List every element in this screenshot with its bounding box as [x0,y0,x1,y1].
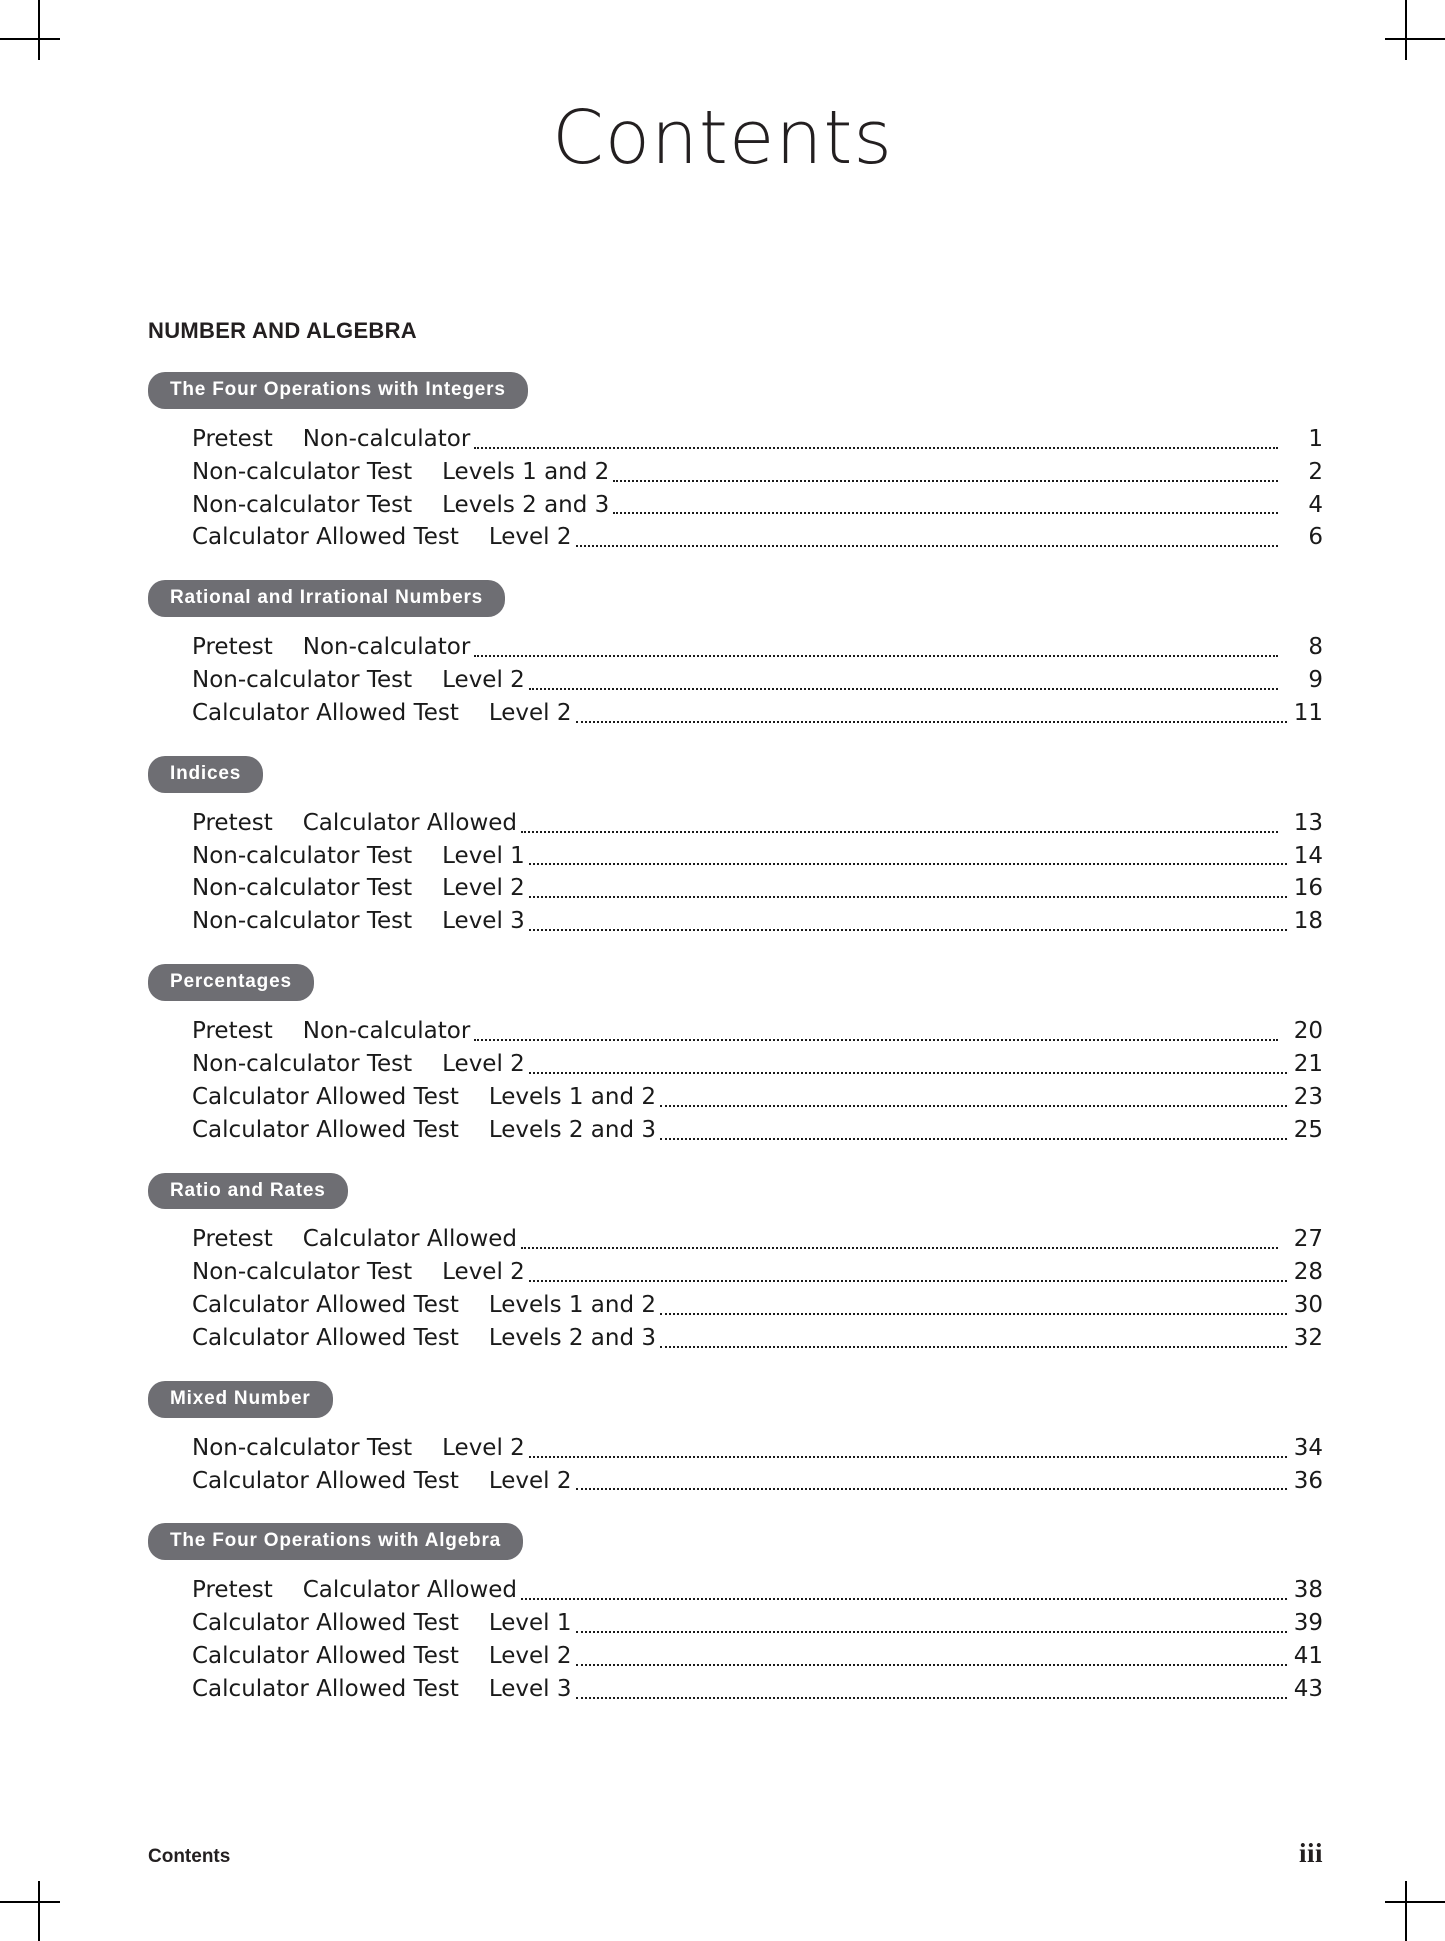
toc-entry[interactable] [192,807,1323,840]
entry-page-number: 30 [1293,1292,1323,1319]
strand-heading: NUMBER AND ALGEBRA [148,318,417,343]
crop-mark-icon [1385,38,1445,40]
entry-test-type: Calculator Allowed Test [192,1116,459,1143]
toc-entry[interactable] [192,456,1323,489]
topic-group [148,756,1323,938]
entry-list [148,1574,1323,1706]
entry-test-type: Calculator Allowed Test [192,524,459,551]
entry-level: Levels 1 and 2 [442,458,610,485]
dot-leader [529,688,1278,690]
entry-level: Level 2 [442,1434,525,1461]
dot-leader [529,1456,1287,1458]
entry-test-type: Non-calculator Test [192,491,413,518]
entry-level: Non-calculator [302,425,471,452]
entry-level: Calculator Allowed [302,1226,518,1253]
topic-group [148,1381,1323,1498]
crop-mark-icon [1405,1881,1407,1941]
entry-level: Level 2 [488,1467,572,1494]
dot-leader [613,480,1278,482]
entry-page-number: 1 [1308,425,1323,452]
entry-page-number: 16 [1293,875,1323,902]
toc-entry[interactable] [192,1465,1323,1498]
dot-leader [660,1105,1287,1107]
entry-page-number: 23 [1293,1083,1323,1110]
entry-level: Level 2 [442,1050,525,1077]
footer-page-number: iii [1298,1838,1323,1868]
dot-leader [576,1664,1287,1666]
toc-entry[interactable] [192,1223,1323,1256]
dot-leader [474,447,1278,449]
topic-group [148,580,1323,729]
entry-test-type: Non-calculator Test [192,875,413,902]
entry-test-type: Pretest [192,1226,273,1253]
entry-test-type: Pretest [192,634,273,661]
entry-test-type: Calculator Allowed Test [192,1292,459,1319]
dot-leader [576,545,1278,547]
entry-page-number: 39 [1293,1610,1323,1637]
entry-test-type: Pretest [192,425,273,452]
topic-pill[interactable]: The Four Operations with Integers [148,372,528,409]
entry-level: Level 1 [442,842,525,869]
topic-pill[interactable]: Percentages [148,964,314,1001]
entry-test-type: Calculator Allowed Test [192,1675,459,1702]
toc-entry[interactable] [192,1607,1323,1640]
dot-leader [660,1346,1287,1348]
entry-page-number: 34 [1293,1434,1323,1461]
entry-page-number: 2 [1308,458,1323,485]
toc-entry[interactable] [192,1574,1323,1607]
dot-leader [613,512,1278,514]
toc-entry[interactable] [192,1673,1323,1706]
topic-pill[interactable]: Mixed Number [148,1381,333,1418]
entry-page-number: 11 [1293,699,1323,726]
topic-group [148,372,1323,554]
topic-pill[interactable]: Ratio and Rates [148,1173,348,1210]
contents-body [148,318,1323,1732]
page-title: Contents [552,95,893,181]
topic-group [148,1173,1323,1355]
entry-list [148,1015,1323,1147]
entry-test-type: Calculator Allowed Test [192,1083,459,1110]
dot-leader [529,896,1287,898]
entry-level: Levels 1 and 2 [488,1292,657,1319]
entry-test-type: Pretest [192,1577,273,1604]
toc-entry[interactable] [192,1015,1323,1048]
dot-leader [474,1039,1278,1041]
crop-mark-icon [1385,1901,1445,1903]
toc-entry[interactable] [192,840,1323,873]
page-footer [148,1838,1323,1869]
entry-test-type: Calculator Allowed Test [192,1610,459,1637]
entry-test-type: Pretest [192,1018,273,1044]
dot-leader [660,1138,1287,1140]
entry-test-type: Non-calculator Test [192,1050,413,1077]
dot-leader [529,1280,1287,1282]
toc-entry[interactable] [192,1048,1323,1081]
entry-page-number: 41 [1293,1643,1323,1670]
topic-pill[interactable]: The Four Operations with Algebra [148,1523,523,1560]
entry-list [148,1223,1323,1355]
toc-entry[interactable] [192,1256,1323,1289]
entry-level: Level 2 [442,1259,525,1286]
entry-page-number: 6 [1308,524,1323,551]
topic-group [148,1523,1323,1705]
entry-list [148,807,1323,939]
toc-entry[interactable] [192,1322,1323,1355]
toc-entry[interactable] [192,872,1323,905]
toc-entry[interactable] [192,1640,1323,1673]
topic-pill[interactable]: Rational and Irrational Numbers [148,580,505,617]
dot-leader [576,1697,1287,1699]
entry-page-number: 18 [1293,908,1323,935]
entry-page-number: 28 [1293,1259,1323,1286]
toc-entry[interactable] [192,1081,1323,1114]
entry-page-number: 9 [1308,667,1323,694]
topic-group [148,964,1323,1146]
dot-leader [521,1247,1278,1249]
dot-leader [529,1072,1287,1074]
entry-test-type: Calculator Allowed Test [192,1643,459,1670]
toc-entry[interactable] [192,423,1323,456]
crop-mark-icon [0,38,60,40]
entry-level: Level 2 [488,1643,572,1670]
entry-level: Level 2 [488,699,572,726]
crop-mark-icon [38,0,40,60]
entry-level: Level 1 [488,1610,572,1637]
entry-test-type: Calculator Allowed Test [192,1467,459,1494]
footer-label: Contents [148,1846,231,1867]
dot-leader [474,655,1278,657]
entry-level: Level 2 [442,875,525,902]
entry-list [148,423,1323,555]
toc-entry[interactable] [192,1432,1323,1465]
entry-level: Level 3 [488,1675,572,1702]
toc-entry[interactable] [192,1289,1323,1322]
entry-page-number: 27 [1293,1226,1323,1253]
entry-level: Non-calculator [302,1018,471,1044]
toc-entry[interactable] [192,521,1323,554]
dot-leader [521,831,1278,833]
entry-list [148,1432,1323,1498]
dot-leader [576,721,1287,723]
entry-page-number: 36 [1293,1467,1323,1494]
dot-leader [660,1313,1287,1315]
entry-level: Level 3 [442,908,525,935]
entry-test-type: Non-calculator Test [192,908,413,935]
crop-mark-icon [0,1901,60,1903]
toc-entry[interactable] [192,1114,1323,1147]
entry-level: Level 2 [442,667,525,694]
entry-level: Level 2 [488,524,572,551]
toc-entry[interactable] [192,631,1323,664]
entry-page-number: 32 [1293,1324,1323,1351]
entry-test-type: Pretest [192,809,273,836]
dot-leader [576,1631,1287,1633]
entry-page-number: 25 [1293,1116,1323,1143]
entry-level: Levels 2 and 3 [442,491,610,518]
toc-entry[interactable] [192,905,1323,938]
entry-test-type: Calculator Allowed Test [192,699,459,726]
entry-list [148,631,1323,730]
entry-level: Calculator Allowed [302,1577,518,1604]
entry-test-type: Non-calculator Test [192,1434,413,1461]
toc-entry[interactable] [192,664,1323,697]
entry-page-number: 43 [1293,1675,1323,1702]
toc-entry[interactable] [192,697,1323,730]
entry-page-number: 4 [1308,491,1323,518]
entry-test-type: Calculator Allowed Test [192,1324,459,1351]
dot-leader [529,863,1287,865]
entry-test-type: Non-calculator Test [192,667,413,694]
toc-entry[interactable] [192,489,1323,522]
dot-leader [576,1488,1287,1490]
dot-leader [521,1598,1287,1600]
crop-mark-icon [38,1881,40,1941]
entry-page-number: 38 [1293,1577,1323,1604]
entry-page-number: 20 [1293,1018,1323,1044]
entry-test-type: Non-calculator Test [192,842,413,869]
entry-page-number: 21 [1293,1050,1323,1077]
entry-page-number: 14 [1293,842,1323,869]
entry-level: Calculator Allowed [302,809,518,836]
entry-test-type: Non-calculator Test [192,458,413,485]
topic-pill[interactable]: Indices [148,756,263,793]
entry-level: Levels 2 and 3 [488,1324,657,1351]
entry-test-type: Non-calculator Test [192,1259,413,1286]
entry-level: Levels 1 and 2 [488,1083,657,1110]
entry-level: Levels 2 and 3 [488,1116,657,1143]
entry-page-number: 8 [1308,634,1323,661]
entry-page-number: 13 [1293,809,1323,836]
entry-level: Non-calculator [302,634,471,661]
dot-leader [529,929,1287,931]
crop-mark-icon [1405,0,1407,60]
topic-group-list [148,372,1323,1706]
